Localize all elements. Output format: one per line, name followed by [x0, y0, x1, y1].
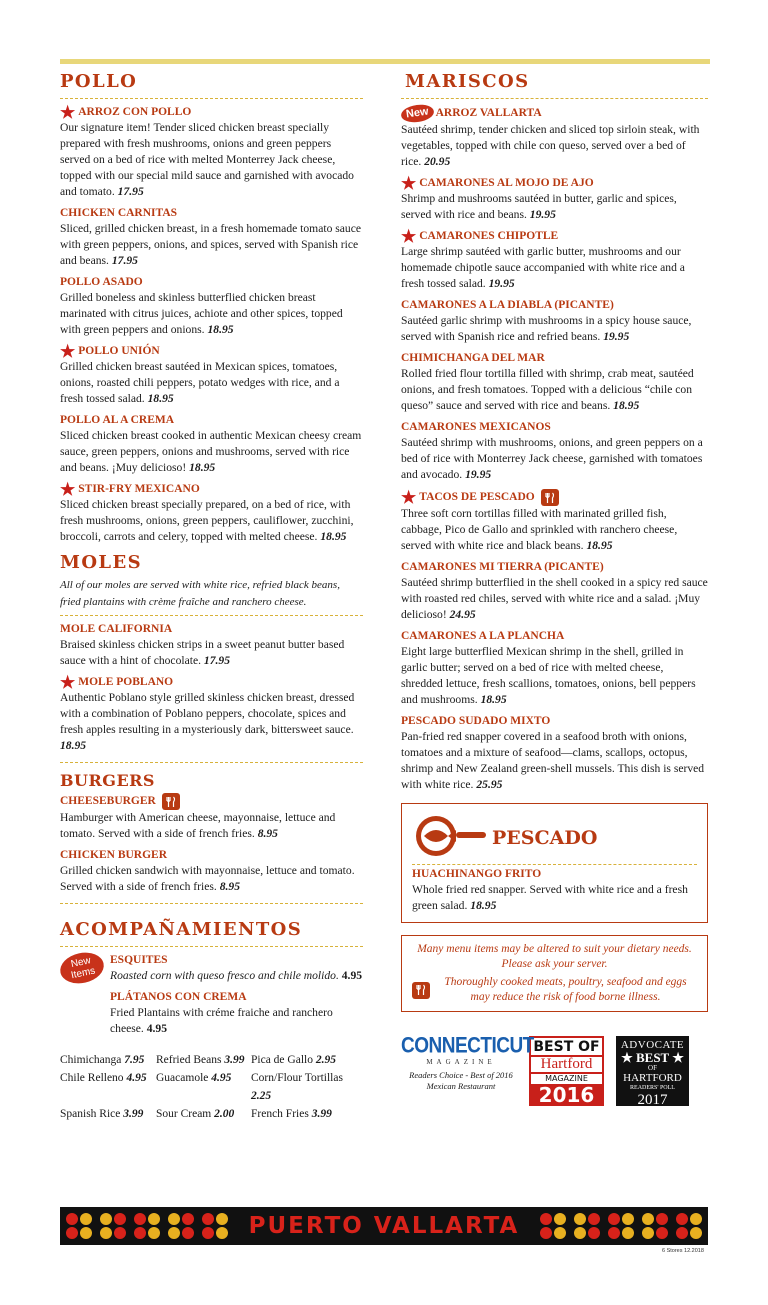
menu-item-title: CAMARONES AL MOJO DE AJO: [419, 177, 594, 189]
moles-items: [60, 622, 363, 754]
flower-icon: [134, 1213, 160, 1239]
pescado-header: [412, 812, 697, 864]
menu-item: [401, 714, 708, 793]
menu-item-name: [401, 298, 708, 313]
menu-item-name: [401, 351, 708, 366]
menu-item: [60, 275, 363, 338]
menu-item-price: 20.95: [424, 155, 451, 168]
menu-item-title: ESQUITES: [110, 954, 168, 966]
menu-item-price: 19.95: [465, 468, 492, 481]
menu-item-name: [60, 413, 363, 428]
moles-title: MOLES: [60, 552, 142, 573]
menu-item-name: [401, 105, 708, 122]
menu-item: [401, 105, 708, 170]
menu-item-desc-text: Grilled boneless and skinless butterflied chicken breast marinated with citrus juices, achiote and other spices, topped with green peppers and onions.: [60, 291, 343, 336]
ct-word: CONNECTICUT: [401, 1034, 534, 1059]
menu-item-price: 17.95: [203, 654, 231, 667]
adv-line4: HARTFORD: [623, 1072, 682, 1084]
ct-caption-1: Readers Choice - Best of 2016: [409, 1070, 513, 1080]
menu-item-title: POLLO ASADO: [60, 276, 143, 288]
left-column: [60, 70, 363, 1123]
menu-item-price: 18.95: [613, 399, 640, 412]
side-item-price: 3.99: [224, 1054, 245, 1066]
allergy-line2: Thoroughly cooked meats, poultry, seafood and eggs may reduce the risk of food borne illness.: [444, 976, 687, 1003]
menu-item: [60, 479, 363, 545]
menu-item-desc: [60, 120, 363, 200]
menu-item-desc: [401, 366, 708, 414]
flower-icon: [202, 1213, 228, 1239]
new-badge: New: [400, 103, 435, 124]
menu-item-name: [60, 622, 363, 637]
menu-item-title: PESCADO SUDADO MIXTO: [401, 715, 551, 727]
side-item-name: Guacamole: [156, 1072, 209, 1084]
side-item: [60, 1105, 156, 1123]
menu-item-desc: [60, 497, 363, 545]
boh-line3: MAGAZINE: [545, 1074, 588, 1083]
side-item-name: Sour Cream: [156, 1108, 212, 1120]
divider: [60, 946, 363, 947]
star-icon: ★: [60, 479, 76, 499]
menu-item-desc: [401, 435, 708, 483]
adv-line1: ADVOCATE: [620, 1039, 685, 1051]
menu-item-price: 8.95: [219, 880, 240, 893]
menu-item: [60, 793, 363, 842]
menu-item-title: CAMARONES MI TIERRA (PICANTE): [401, 561, 604, 573]
menu-item-price: 18.95: [586, 539, 613, 552]
pescado-price: 18.95: [470, 899, 497, 912]
side-item-price: 2.95: [315, 1054, 336, 1066]
menu-item-desc: [60, 863, 363, 895]
menu-item-name: [401, 560, 708, 575]
side-item: [156, 1105, 251, 1123]
menu-item-title: CAMARONES A LA DIABLA (PICANTE): [401, 299, 614, 311]
menu-item-price: 19.95: [488, 277, 515, 290]
mariscos-title: MARISCOS: [405, 71, 530, 92]
ct-mag: MAGAZINE: [426, 1058, 496, 1066]
flower-icon: [168, 1213, 194, 1239]
moles-note: All of our moles are served with white rice, refried black beans, fried plantains with crème fraîche and ranchero cheese.: [60, 579, 340, 608]
menu-item-name: [110, 990, 363, 1005]
menu-item-name: [60, 275, 363, 290]
star-icon: ★: [60, 341, 76, 361]
menu-item: [401, 226, 708, 292]
menu-item-desc-text: Shrimp and mushrooms sautéed in butter, garlic and spices, served with rice and beans.: [401, 192, 677, 221]
menu-item-price: 4.95: [341, 969, 363, 982]
side-item-price: 2.00: [214, 1108, 235, 1120]
boh-line2: Hartford: [531, 1055, 602, 1074]
menu-item-name: [60, 848, 363, 863]
menu-item: [60, 848, 363, 895]
menu-item: [401, 351, 708, 414]
boh-line1: BEST OF: [533, 1039, 600, 1055]
menu-item-name: [60, 672, 363, 692]
menu-item: [110, 990, 363, 1037]
side-item-name: Corn/Flour Tortillas: [251, 1072, 343, 1084]
menu-item-name: [401, 714, 708, 729]
menu-item-title: PLÁTANOS CON CREMA: [110, 991, 247, 1003]
menu-item-desc-text: Sautéed shrimp, tender chicken and sliced top sirloin steak, with vegetables, topped with chile con queso, served over a bed of rice.: [401, 123, 700, 168]
side-item-price: 7.95: [124, 1054, 145, 1066]
fish-pan-icon: [412, 812, 488, 864]
menu-item-name: [401, 629, 708, 644]
menu-item-desc: [401, 644, 708, 708]
side-item-name: Chile Relleno: [60, 1072, 124, 1084]
pescado-item-desc: [412, 882, 697, 914]
menu-item-desc-text: Sautéed shrimp butterflied in the shell cooked in a spicy red sauce with roasted red chiles, served with white rice and a salad. ¡Muy delicioso!: [401, 576, 708, 621]
pescado-title: PESCADO: [492, 827, 598, 849]
mariscos-items: [401, 105, 708, 793]
divider: [60, 98, 363, 99]
menu-item-desc-text: Eight large butterflied Mexican shrimp in the shell, grilled in garlic butter; served on a bed of rice with melted cheese, shredded lettuce, fresh scallions, tomatoes, onions, bell peppers and mushrooms.: [401, 645, 696, 706]
menu-item-price: 19.95: [529, 208, 556, 221]
side-item: [251, 1051, 363, 1069]
menu-item-desc: [60, 810, 363, 842]
menu-item-desc-text: Sliced chicken breast specially prepared, on a bed of rice, with fresh mushrooms, onions, green peppers, cauliflower, zucchini, broccoli, carrots and celery, topped with melted cheese.: [60, 498, 354, 543]
menu-item: [401, 298, 708, 345]
allergy-line1: Many menu items may be altered to suit your dietary needs. Please ask your server.: [417, 943, 692, 970]
adv-line6: 2017: [637, 1092, 668, 1108]
flower-icon: [642, 1213, 668, 1239]
menu-item-desc-text: Three soft corn tortillas filled with marinated grilled fish, cabbage, Pico de Gallo and sprinkled with ranchero cheese, served with white rice and black beans.: [401, 507, 678, 552]
side-item: [60, 1069, 156, 1105]
menu-item-desc-text: Sautéed shrimp with mushrooms, onions, and green peppers on a bed of rice with Monterrey Jack cheese, garnished with tomatoes and avocado.: [401, 436, 703, 481]
side-item-name: Spanish Rice: [60, 1108, 121, 1120]
awards-row: [401, 1036, 708, 1106]
menu-item-name: [60, 102, 363, 122]
menu-item-desc-text: Authentic Poblano style grilled skinless chicken breast, dressed with a combination of Poblano peppers, chocolate, spices and fresh apples resulting in a mysteriously dark, bittersweet sauce.: [60, 691, 355, 736]
menu-item-desc-text: Roasted corn with queso fresco and chile molido.: [110, 969, 339, 982]
flower-icon: [676, 1213, 702, 1239]
acomp-items: [110, 953, 363, 1043]
adv-line5: READERS' POLL: [630, 1085, 675, 1091]
connecticut-magazine-logo: [401, 1034, 534, 1092]
divider: [60, 615, 363, 616]
divider: [412, 864, 697, 865]
menu-item-title: MOLE CALIFORNIA: [60, 623, 173, 635]
menu-item-desc: [110, 1005, 363, 1037]
adv-line3: OF: [648, 1064, 657, 1072]
boh-line4: 2016: [531, 1084, 602, 1106]
menu-item-price: 17.95: [111, 254, 138, 267]
flower-icon: [574, 1213, 600, 1239]
footer-banner: [60, 1207, 708, 1245]
menu-item: [401, 489, 708, 554]
menu-item-name: [401, 420, 708, 435]
menu-item: [60, 413, 363, 476]
burger-items: [60, 793, 363, 895]
side-item: [156, 1069, 251, 1105]
acompanamientos-title: ACOMPAÑAMIENTOS: [60, 919, 303, 940]
menu-item: [60, 102, 363, 200]
menu-item: [60, 206, 363, 269]
star-icon: ★: [60, 672, 76, 692]
menu-item-title: TACOS DE PESCADO: [419, 491, 535, 503]
menu-item-name: [60, 793, 363, 810]
side-item-price: 3.99: [123, 1108, 144, 1120]
star-icon: ★: [60, 102, 76, 122]
menu-item: [110, 953, 363, 984]
menu-item-title: CHIMICHANGA DEL MAR: [401, 352, 545, 364]
pollo-items: [60, 102, 363, 545]
menu-item-desc-text: Rolled fried flour tortilla filled with shrimp, crab meat, sautéed onions, and fresh tomatoes. Topped with a delicious “chile con queso” sauce and served with rice and beans.: [401, 367, 694, 412]
footer-title: PUERTO VALLARTA: [245, 1213, 524, 1239]
menu-item-price: 25.95: [476, 778, 503, 791]
fork-knife-icon: [162, 793, 180, 810]
flower-icon: [608, 1213, 634, 1239]
menu-item-price: 24.95: [449, 608, 476, 621]
menu-item: [60, 622, 363, 669]
pescado-desc-text: Whole fried red snapper. Served with white rice and a fresh green salad.: [412, 883, 688, 912]
menu-item-desc-text: Pan-fried red snapper covered in a seafood broth with onions, tomatoes and a mixture of seafood—clams, scallops, octopus, shrimp and New Zealand green-shell mussels. This dish is served with white rice.: [401, 730, 705, 791]
menu-item-title: ARROZ CON POLLO: [78, 106, 192, 118]
menu-item-title: CAMARONES CHIPOTLE: [419, 230, 559, 242]
menu-item-price: 18.95: [60, 739, 87, 752]
menu-item-price: 19.95: [603, 330, 630, 343]
menu-item-desc: [401, 191, 708, 223]
menu-item-desc: [401, 506, 708, 554]
menu-item: [60, 341, 363, 407]
menu-item-desc: [60, 637, 363, 669]
flower-icon: [540, 1213, 566, 1239]
new-items-badge-wrap: [60, 953, 110, 1043]
menu-item-title: MOLE POBLANO: [78, 676, 174, 688]
pescado-box: [401, 803, 708, 923]
menu-item-name: [60, 341, 363, 361]
menu-item-price: 18.95: [207, 323, 234, 336]
side-item: [156, 1051, 251, 1069]
menu-item-desc-text: Sliced chicken breast cooked in authentic Mexican cheesy cream sauce, green peppers, onions and mushrooms, served with rice and beans. ¡Muy delicioso!: [60, 429, 362, 474]
menu-item-title: CHICKEN CARNITAS: [60, 207, 178, 219]
side-item-name: French Fries: [251, 1108, 309, 1120]
side-item: [60, 1051, 156, 1069]
side-item-name: Pica de Gallo: [251, 1054, 313, 1066]
star-icon: ★: [401, 226, 417, 246]
menu-item-desc-text: Sliced, grilled chicken breast, in a fresh homemade tomato sauce with green peppers, onions, and spices, served with Spanish rice and beans.: [60, 222, 362, 267]
menu-item-desc-text: Our signature item! Tender sliced chicken breast specially prepared with fresh mushrooms, onions and green peppers served on a bed of rice with melted Monterrey Jack cheese, topped with our special mild sauce and garnished with avocado and tomato.: [60, 121, 354, 198]
adv-line2: ★ BEST ★: [621, 1050, 684, 1065]
pollo-title: POLLO: [60, 71, 138, 92]
flower-pattern-right: [540, 1207, 702, 1245]
right-column: [401, 70, 708, 1106]
menu-item-desc: [401, 575, 708, 623]
pescado-item-name: HUACHINANGO FRITO: [412, 868, 542, 880]
side-item-price: 2.25: [251, 1090, 272, 1102]
menu-item-desc-text: Fried Plantains with créme fraiche and ranchero cheese.: [110, 1006, 333, 1035]
side-item-name: Refried Beans: [156, 1054, 222, 1066]
menu-item-name: [110, 953, 363, 968]
menu-item: [401, 560, 708, 623]
star-icon: ★: [401, 173, 417, 193]
new-items-badge: New Items: [57, 949, 106, 987]
footer-small-print: 6 Stores 12.2018: [662, 1248, 704, 1254]
menu-item-desc-text: Braised skinless chicken strips in a sweet peanut butter based sauce with a hint of chocolate.: [60, 638, 345, 667]
sides-grid: [60, 1051, 363, 1123]
menu-item-desc-text: Hamburger with American cheese, mayonnaise, lettuce and tomato. Served with a side of french fries.: [60, 811, 336, 840]
side-item-price: 3.99: [311, 1108, 332, 1120]
menu-item: [401, 173, 708, 223]
menu-item-title: CHICKEN BURGER: [60, 849, 168, 861]
flower-icon: [66, 1213, 92, 1239]
menu-item-price: 17.95: [117, 185, 144, 198]
menu-item: [401, 629, 708, 708]
menu-item-price: 8.95: [257, 827, 278, 840]
fork-knife-icon: [412, 982, 430, 999]
side-item-name: Chimichanga: [60, 1054, 122, 1066]
divider: [401, 98, 708, 99]
allergy-line2-row: [412, 975, 697, 1005]
menu-item-desc: [60, 221, 363, 269]
menu-item-name: [401, 489, 708, 506]
menu-item-title: CAMARONES MEXICANOS: [401, 421, 551, 433]
star-icon: ★: [401, 487, 417, 507]
menu-item-title: POLLO AL A CREMA: [60, 414, 175, 426]
flower-icon: [100, 1213, 126, 1239]
menu-item-desc: [401, 729, 708, 793]
menu-item-name: [60, 206, 363, 221]
menu-item-name: [60, 479, 363, 499]
side-item: [251, 1069, 363, 1105]
menu-item-desc-text: Grilled chicken breast sautéed in Mexican spices, tomatoes, onions, roasted chili peppers, potato wedges with rice, and a fresh tossed salad.: [60, 360, 340, 405]
menu-item-price: 18.95: [320, 530, 347, 543]
menu-item-desc-text: Grilled chicken sandwich with mayonnaise, lettuce and tomato. Served with a side of french fries.: [60, 864, 355, 893]
menu-item-desc: [401, 244, 708, 292]
side-item-price: 4.95: [211, 1072, 232, 1084]
burgers-title: BURGERS: [60, 771, 155, 790]
menu-item-price: 18.95: [189, 461, 216, 474]
menu-item-desc: [110, 968, 363, 984]
menu-item-price: 18.95: [480, 693, 507, 706]
divider: [60, 903, 363, 904]
menu-item-name: [401, 173, 708, 193]
flower-pattern-left: [66, 1207, 228, 1245]
menu-item-desc-text: Large shrimp sautéed with garlic butter, mushrooms and our homemade chipotle sauce accompanied with white rice and a fresh tossed salad.: [401, 245, 685, 290]
menu-item-title: CAMARONES A LA PLANCHA: [401, 630, 565, 642]
menu-item: [401, 420, 708, 483]
allergy-box: [401, 935, 708, 1012]
menu-item-desc: [60, 359, 363, 407]
side-item: [251, 1105, 363, 1123]
menu-item-title: STIR-FRY MEXICANO: [78, 483, 200, 495]
best-of-hartford-logo: [529, 1036, 604, 1106]
menu-item: [60, 672, 363, 754]
menu-item-desc: [60, 290, 363, 338]
menu-item-title: ARROZ VALLARTA: [435, 107, 542, 119]
ct-caption-2: Mexican Restaurant: [426, 1081, 496, 1091]
menu-item-desc-text: Sautéed garlic shrimp with mushrooms in a spicy house sauce, served with Spanish rice and refried beans.: [401, 314, 692, 343]
menu-item-desc: [401, 313, 708, 345]
menu-item-desc: [60, 690, 363, 754]
advocate-logo: [616, 1036, 689, 1106]
menu-item-price: 4.95: [146, 1022, 167, 1035]
menu-item-title: CHEESEBURGER: [60, 795, 156, 807]
top-rule: [60, 59, 710, 64]
menu-item-desc: [401, 122, 708, 170]
divider: [60, 762, 363, 763]
menu-item-name: [401, 226, 708, 246]
fork-knife-icon: [541, 489, 559, 506]
new-items-row: [60, 953, 363, 1043]
menu-item-title: POLLO UNIÓN: [78, 345, 160, 357]
side-item-price: 4.95: [126, 1072, 147, 1084]
menu-item-desc: [60, 428, 363, 476]
menu-item-price: 18.95: [147, 392, 174, 405]
